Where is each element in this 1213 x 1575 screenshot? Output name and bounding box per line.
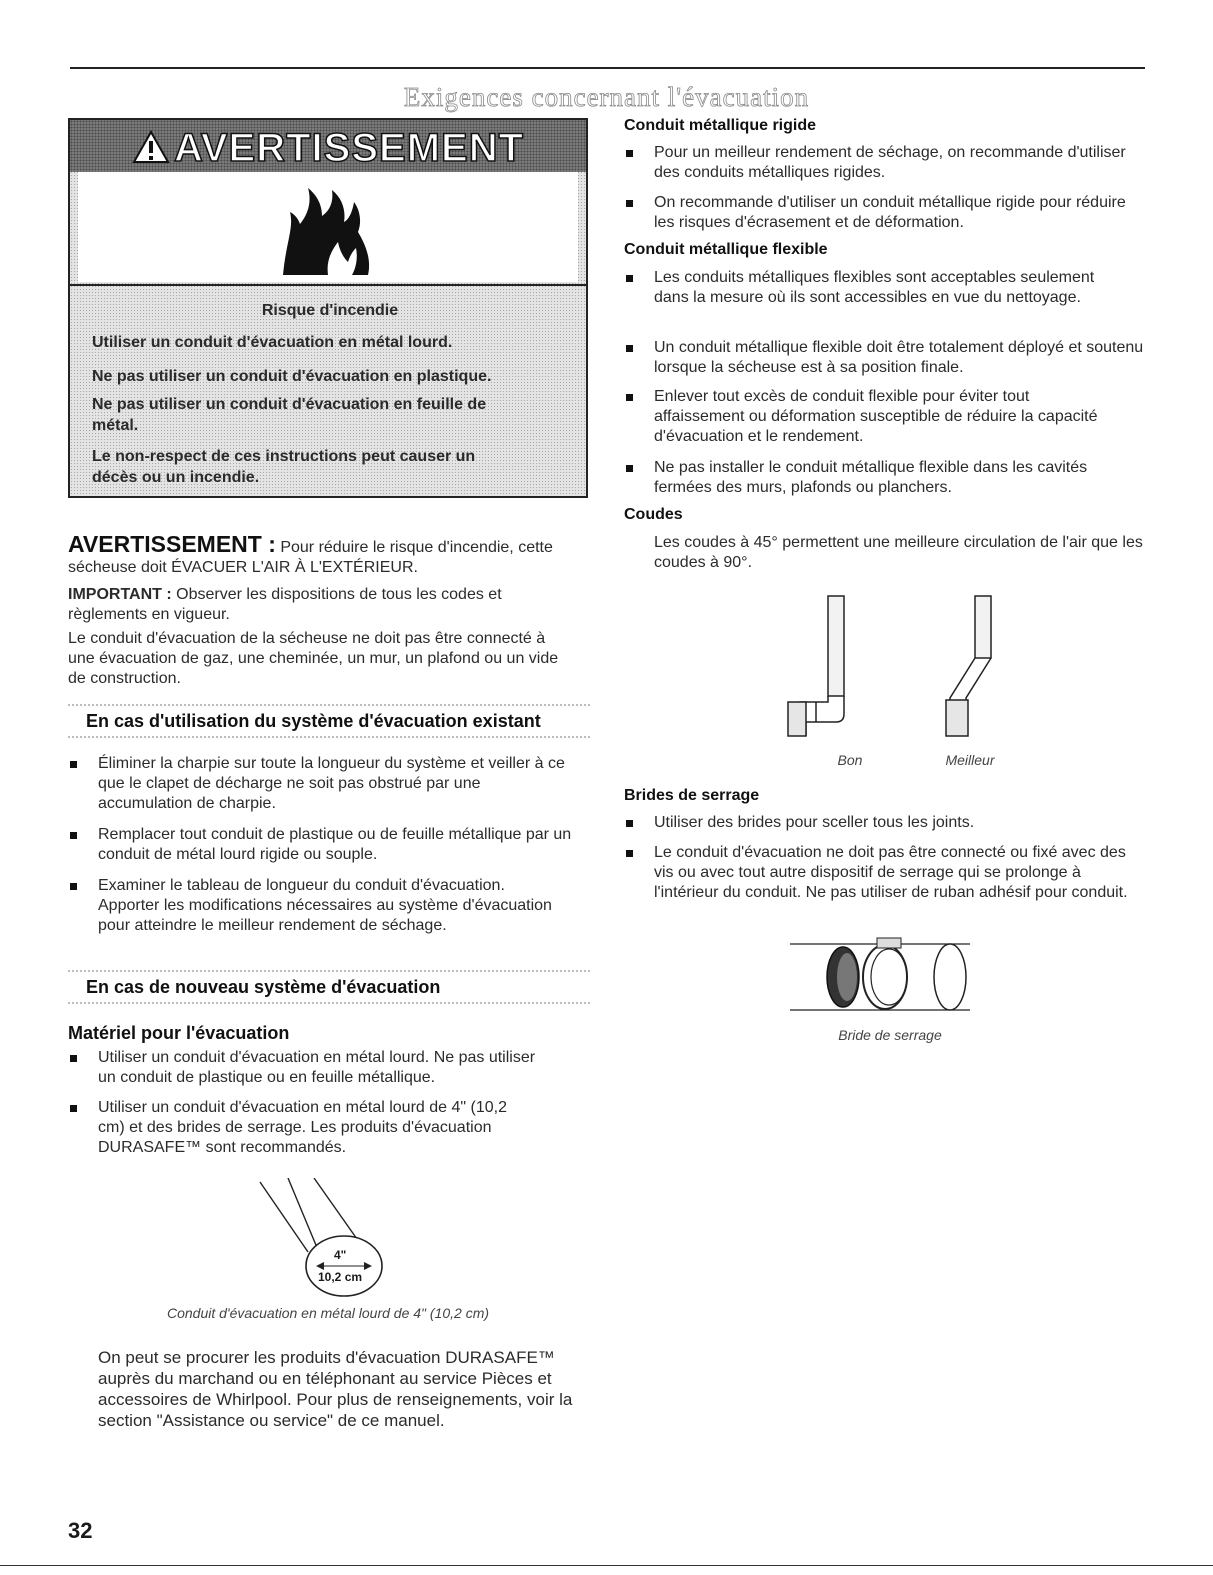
warning-icon-area: [78, 172, 578, 282]
elbow-caption-good: Bon: [837, 752, 863, 768]
list-item: Remplacer tout conduit de plastique ou de feuille métallique par un conduit de métal lourd rigide ou souple.: [68, 825, 588, 865]
list-item: Les conduits métalliques flexibles sont acceptables seulement dans la mesure où ils sont accessibles en vue du nettoyage.: [624, 268, 1124, 308]
durasafe-paragraph: On peut se procurer les produits d'évacuation DURASAFE™ auprès du marchand ou en téléphonant au service Pièces et accessoires de Whirlpool. Pour plus de renseignements, voir la section "Assistance ou service" de ce manuel.: [98, 1348, 573, 1430]
duct-diagram: [258, 1178, 408, 1298]
list-item: Utiliser un conduit d'évacuation en métal lourd de 4" (10,2 cm) et des brides de serrage. Les produits d'évacuation DURASAFE™ sont recommandés.: [68, 1098, 538, 1158]
elbows-text: Les coudes à 45° permettent une meilleure circulation de l'air que les coudes à 90°.: [654, 534, 1143, 571]
elbows-heading: Coudes: [624, 506, 683, 523]
elbow-caption-best: Meilleur: [945, 752, 995, 768]
elbows-diagram: [770, 590, 1030, 745]
connection-paragraph: Le conduit d'évacuation de la sécheuse ne doit pas être connecté à une évacuation de gaz, une cheminée, un mur, un plafond ou un vide de construction.: [68, 630, 559, 687]
list-item: Utiliser un conduit d'évacuation en métal lourd. Ne pas utiliser un conduit de plastique ou en feuille métallique.: [68, 1048, 548, 1088]
clamps-heading: Brides de serrage: [624, 787, 760, 804]
list-item: Ne pas installer le conduit métallique flexible dans les cavités fermées des murs, plafonds ou planchers.: [624, 458, 1144, 498]
warning-separator: [70, 284, 586, 286]
warning-header-title: AVERTISSEMENT: [70, 126, 586, 171]
elbow-90-icon: [788, 596, 844, 736]
duct-label-4in: 4": [334, 1248, 347, 1262]
page-title: Exigences concernant l'évacuation: [403, 82, 810, 112]
list-item: Utiliser des brides pour sceller tous les joints.: [624, 813, 1124, 833]
list-item: Enlever tout excès de conduit flexible pour éviter tout affaissement ou déformation susceptible de réduire la capacité d'évacuation et le rendement.: [624, 387, 1104, 447]
warning-header: [70, 120, 586, 172]
warning-box: [68, 118, 588, 498]
important-paragraph: [68, 585, 568, 625]
list-item: On recommande d'utiliser un conduit métallique rigide pour réduire les risques d'écrasement et de déformation.: [624, 193, 1139, 233]
list-item: Éliminer la charpie sur toute la longueur du système et veiller à ce que le clapet de décharge ne soit pas obstrué par une accumulation de charpie.: [68, 754, 568, 814]
duct-caption: Conduit d'évacuation en métal lourd de 4" (10,2 cm): [166, 1305, 490, 1321]
clamp-caption: Bride de serrage: [838, 1027, 942, 1043]
top-rule: [70, 67, 1145, 69]
warning-triangle-icon: [132, 130, 170, 164]
warning-line: Utiliser un conduit d'évacuation en métal lourd.: [92, 334, 453, 351]
important-text: Observer les dispositions de tous les codes et règlements en vigueur.: [68, 586, 502, 623]
duct-label-cm: 10,2 cm: [318, 1270, 363, 1284]
warning-line: Ne pas utiliser un conduit d'évacuation en feuille de métal.: [92, 396, 487, 434]
page-number: 32: [68, 1518, 93, 1543]
rigid-heading: Conduit métallique rigide: [624, 117, 817, 134]
list-item: Examiner le tableau de longueur du conduit d'évacuation. Apporter les modifications nécessaires au système d'évacuation pour atteindre le meilleur rendement de séchage.: [68, 876, 568, 936]
list-item: Un conduit métallique flexible doit être totalement déployé et soutenu lorsque la sécheuse est à sa position finale.: [624, 338, 1144, 378]
existing-system-heading: En cas d'utilisation du système d'évacuation existant: [68, 704, 590, 738]
clamp-diagram: [785, 930, 985, 1020]
warning-line: Ne pas utiliser un conduit d'évacuation en plastique.: [92, 368, 492, 385]
important-label: IMPORTANT :: [68, 586, 172, 603]
flexible-heading: Conduit métallique flexible: [624, 241, 828, 258]
avertissement-paragraph: [68, 531, 588, 578]
elbow-45-icon: [946, 596, 991, 736]
list-item: Le conduit d'évacuation ne doit pas être connecté ou fixé avec des vis ou avec tout autre dispositif de serrage qui se prolonge à l'intérieur du conduit. Ne pas utiliser de ruban adhésif pour conduit.: [624, 843, 1139, 903]
avertissement-text: Pour réduire le risque d'incendie, cette sécheuse doit ÉVACUER L'AIR À L'EXTÉRIEUR.: [68, 539, 553, 576]
warning-risk: Risque d'incendie: [261, 302, 399, 319]
avertissement-label: AVERTISSEMENT :: [68, 531, 276, 557]
new-system-heading: En cas de nouveau système d'évacuation: [68, 970, 590, 1004]
warning-line: Le non-respect de ces instructions peut causer un décès ou un incendie.: [92, 448, 476, 486]
bottom-rule: [0, 1565, 1213, 1566]
material-heading: Matériel pour l'évacuation: [68, 1023, 290, 1043]
list-item: Pour un meilleur rendement de séchage, on recommande d'utiliser des conduits métalliques rigides.: [624, 143, 1129, 183]
fire-icon: [268, 180, 388, 280]
